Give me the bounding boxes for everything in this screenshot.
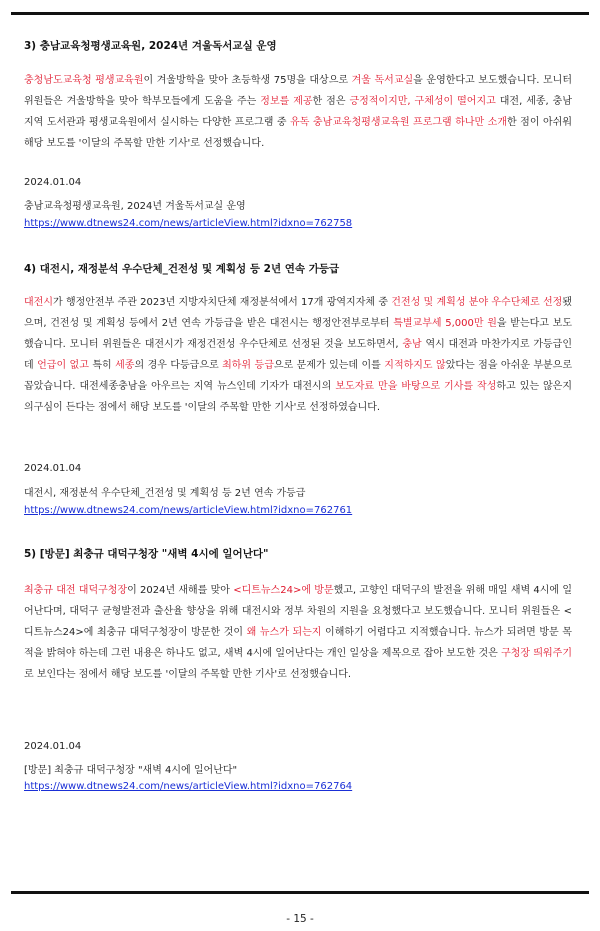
body-text-run: 대전, 세종, 충남 지역 도서관과 평생교육원에서 실시하는 다양한 프로그램 중 [24, 96, 572, 128]
article-body [24, 580, 572, 685]
highlighted-text: <디트뉴스24>에 방문 [233, 585, 334, 596]
article-body [24, 70, 572, 154]
highlighted-text: 왜 뉴스가 되는지 [246, 627, 322, 638]
body-text-run: 한 점은 [312, 96, 350, 107]
highlighted-text: 충청남도교육청 평생교육원 [24, 75, 144, 86]
highlighted-text: 세종 [115, 360, 135, 371]
section-title: 4) 대전시, 재정분석 우수단체_건전성 및 계획성 등 2년 연속 가등급 [24, 263, 340, 275]
article-link[interactable]: https://www.dtnews24.com/news/articleView.html?idxno=762761 [24, 505, 353, 516]
highlighted-text: 건전성 및 계획성 분야 우수단체로 선정 [391, 297, 563, 308]
highlighted-text: 유독 충남교육청평생교육원 프로그램 하나만 소개 [290, 117, 508, 128]
article-ref-title: 충남교육청평생교육원, 2024년 겨울독서교실 운영 [24, 201, 246, 212]
highlighted-text: 구청장 띄워주기 [501, 648, 572, 659]
body-text-run: 이 겨울방학을 맞아 초등학생 75명을 대상으로 [143, 75, 352, 86]
highlighted-text: 정보를 제공 [260, 96, 313, 107]
top-rule [11, 12, 589, 15]
body-text-run: 이해하기 어렵다고 지적했습니다. 뉴스가 되려면 방문 목적을 밝혀야 하는데 그런 내용은 하나도 없고, 새벽 4시에 일어난다는 개인 일상을 제목으로 잡아 보도한 것은 [24, 627, 572, 659]
article-date: 2024.01.04 [24, 177, 82, 188]
highlighted-text: 지적하지도 않 [384, 360, 446, 371]
highlighted-text: 최하위 등급 [222, 360, 274, 371]
body-text-run: 을 운영한다고 보도했습니다. 모니터 위원들은 겨울방학을 맞아 학부모들에게 도움을 주는 [24, 75, 572, 107]
body-text-run: 을 받는다고 보도했습니다. 모니터 위원들은 대전시가 재정건전성 우수단체로 선정된 것을 보도하면서, [24, 318, 572, 350]
article-date: 2024.01.04 [24, 463, 82, 474]
article-ref-title: 대전시, 재정분석 우수단체_건전성 및 계획성 등 2년 연속 가등급 [24, 488, 306, 499]
article-body [24, 292, 572, 418]
body-text-run: 으로 문제가 있는데 이를 [273, 360, 385, 371]
article-link[interactable]: https://www.dtnews24.com/news/articleView.html?idxno=762758 [24, 218, 353, 229]
body-text-run: 특히 [88, 360, 116, 371]
highlighted-text: 특별교부세 5,000만 원 [393, 318, 497, 329]
highlighted-text: 긍정적이지만, 구체성이 떨어지고 [349, 96, 496, 107]
highlighted-text: 최충규 대전 대덕구청장 [24, 585, 128, 596]
body-text-run: 가 행정안전부 주관 2023년 지방자치단체 재정분석에서 17개 광역지자체 중 [52, 297, 392, 308]
body-text-run: 됐으며, 건전성 및 계획성 등에서 2년 연속 가등급을 받은 대전시는 행정안전부로부터 [24, 297, 572, 329]
body-text-run: 의 경우 다등급으로 [134, 360, 223, 371]
bottom-rule [11, 891, 589, 894]
body-text-run: 한 점이 아쉬워 해당 보도를 '이달의 주목할 만한 기사'로 선정했습니다. [24, 117, 572, 149]
body-text-run: 이 2024년 새해를 맞아 [127, 585, 234, 596]
body-text-run: 하고 있는 않은지 의구심이 든다는 점에서 해당 보도를 '이달의 주목할 만한 기사'로 선정하였습니다. [24, 381, 573, 413]
section-title: 3) 충남교육청평생교육원, 2024년 겨울독서교실 운영 [24, 40, 277, 52]
article-ref-title: [방문] 최충규 대덕구청장 "새벽 4시에 일어난다" [24, 765, 238, 776]
article-date: 2024.01.04 [24, 741, 82, 752]
highlighted-text: 겨울 독서교실 [351, 75, 414, 86]
highlighted-text: 보도자료 만을 바탕으로 기사를 작성 [335, 381, 497, 392]
highlighted-text: 언급이 없고 [37, 360, 89, 371]
body-text-run: 역시 대전과 마찬가지로 가등급인데 [24, 339, 572, 371]
body-text-run: 했고, 고향인 대덕구의 발전을 위해 매일 새벽 4시에 일어난다며, 대덕구 균형발전과 출산율 향상을 위해 대전시와 정부 차원의 지원을 요청했다고 보도했습니다. 모니터 위원들은 <디트뉴스24>에 최충규 대덕구청장이 방문한 것이 [24, 585, 572, 638]
page-number: - 15 - [286, 913, 314, 925]
body-text-run: 았다는 점을 아쉬운 부분으로 꼽았습니다. 대전세종충남을 아우르는 지역 뉴스인데 기자가 대전시의 [24, 360, 573, 392]
article-link[interactable]: https://www.dtnews24.com/news/articleView.html?idxno=762764 [24, 781, 353, 792]
highlighted-text: 충남 [402, 339, 422, 350]
highlighted-text: 대전시 [24, 297, 53, 308]
body-text-run: 로 보인다는 점에서 해당 보도를 '이달의 주목할 만한 기사'로 선정했습니다. [24, 669, 352, 680]
section-title: 5) [방문] 최충규 대덕구청장 "새벽 4시에 일어난다" [24, 548, 269, 560]
